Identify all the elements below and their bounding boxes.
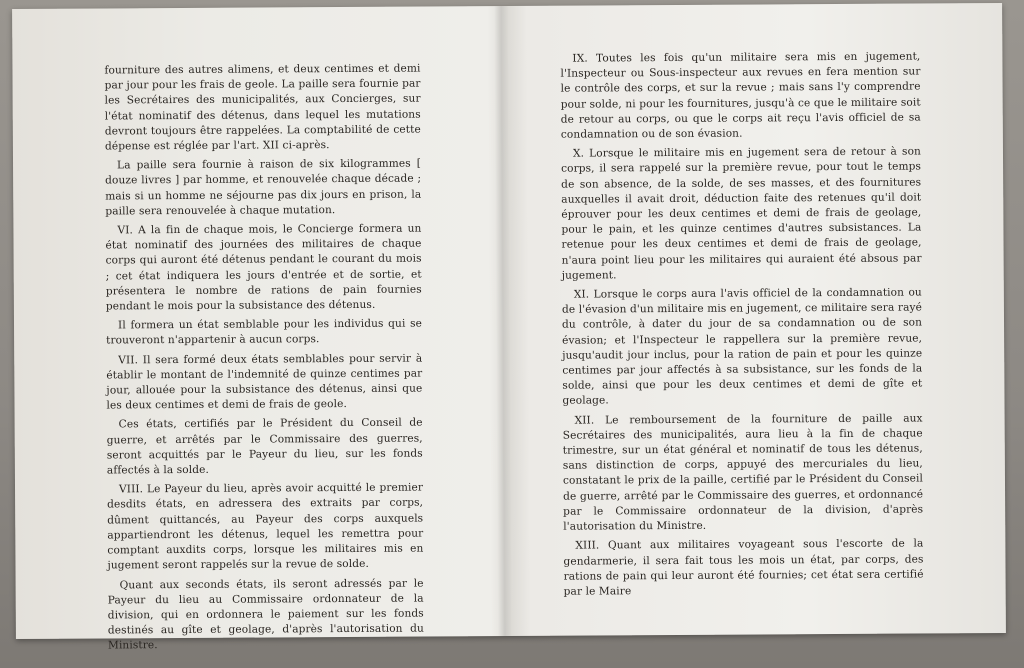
paragraph-second-states: Quant aux seconds états, ils seront adressés par le Payeur du lieu au Commissaire ordonnateur de la division, qui en ordonnera le paiement sur les fonds destinés au gîte et geolage, d'après l'autorisation du Ministre. xyxy=(107,577,424,652)
article-ix: IX. Toutes les fois qu'un militaire sera mis en jugement, l'Inspecteur ou Sous-inspecteur aux revues en fera mention sur le contrôle des corps, et sur la revue ; mais sans l'y comprendre pour solde, ni pour les fournitures, jusqu'à ce que le militaire soit de retour au corps, ou que le corps ait reçu l'avis officiel de sa condamnation ou de son évasion. xyxy=(560,50,921,141)
article-vii: VII. Il sera formé deux états semblables pour servir à établir le montant de l'indemnité de quinze centimes par jour, allouée pour la subsistance des détenus, ainsi que les deux centimes et demi de frais de geole. xyxy=(106,352,423,412)
article-xiii: XIII. Quant aux militaires voyageant sous l'escorte de la gendarmerie, il sera fait tous les mois un état, par corps, des rations de pain qui leur auront été fournies; cet état sera certifié par le Maire xyxy=(563,537,924,598)
paragraph-no-corps: Il formera un état semblable pour les individus qui se trouveront n'appartenir à aucun corps. xyxy=(106,317,423,347)
left-page xyxy=(12,6,498,652)
article-xi: XI. Lorsque le corps aura l'avis officiel de la condamnation ou de l'évasion d'un militaire mis en jugement, ce militaire sera rayé du contrôle, à dater du jour de sa condamnation ou de son évasion; et l'Inspecteur le rappellera sur la première revue, jusqu'audit jour inclus, pour la ration de pain et pour les quinze centimes par jour affectés à sa subsistance, sur les fonds de la solde, ainsi que pour les deux centimes et demi de gîte et geolage. xyxy=(561,286,923,408)
article-viii: VIII. Le Payeur du lieu, après avoir acquitté le premier desdits états, en adressera des extraits par corps, dûment quittancés, au Payeur des corps auxquels appartiendront les détenus, lequel les remettra pour comptant auxdits corps, lorsque les militaires mis en jugement seront rappelés sur la revue de solde. xyxy=(107,481,424,572)
left-text-column xyxy=(104,62,424,658)
article-x: X. Lorsque le militaire mis en jugement sera de retour à son corps, il sera rappelé sur la première revue, pour tout le temps de son absence, de la solde, de ses masses, et des fournitures auxquelles il avait droit, déduction faite des retenues qu'il doit éprouver pour les deux centimes et demi de frais de geolage, pour le pain, et les quinze centimes d'autres subsistances. La retenue pour les deux centimes et demi de frais de geolage, n'aura point lieu pour les militaires qui auraient été absous par jugement. xyxy=(561,145,922,282)
article-vi: VI. A la fin de chaque mois, le Concierge formera un état nominatif des journées des militaires de chaque corps qui auront été détenus pendant le courant du mois ; cet état indiquera les jours d'entrée et de sortie, et présentera le nombre de rations de pain fournies pendant le mois pour la subsistance des détenus. xyxy=(105,222,422,313)
right-page xyxy=(508,3,1006,636)
paragraph-certified-states: Ces états, certifiés par le Président du Conseil de guerre, et arrêtés par le Commissaire des guerres, seront acquittés par le Payeur du lieu, sur les fonds affectés à la solde. xyxy=(106,416,423,477)
paragraph-continuation: fourniture des autres alimens, et deux centimes et demi par jour pour les frais de geole. La paille sera fournie par les Secrétaires des municipalités, aux Concierges, sur l'état nominatif des détenus, dans lequel les mutations devront toujours être rappelées. La comptabilité de cette dépense est réglée par l'art. XII ci-après. xyxy=(104,62,421,153)
right-text-column xyxy=(560,49,923,603)
article-xii: XII. Le remboursement de la fourniture de paille aux Secrétaires des municipalités, aura lieu à la fin de chaque trimestre, sur un état général et nominatif de tous les détenus, sans distinction de corps, appuyé des mercuriales du lieu, constatant le prix de la paille, certifié par le Président du Conseil de guerre, arrêté par le Commissaire des guerres, et ordonnancé par le Commissaire ordonnateur de la division, d'après l'autorisation du Ministre. xyxy=(562,412,924,533)
document-sheet xyxy=(12,3,1006,652)
paragraph-straw-supply: La paille sera fournie à raison de six kilogrammes [ douze livres ] par homme, et renouvelée chaque décade ; mais si un homme ne séjourne pas dix jours en prison, la paille sera renouvelée à chaque mutation. xyxy=(105,157,422,218)
